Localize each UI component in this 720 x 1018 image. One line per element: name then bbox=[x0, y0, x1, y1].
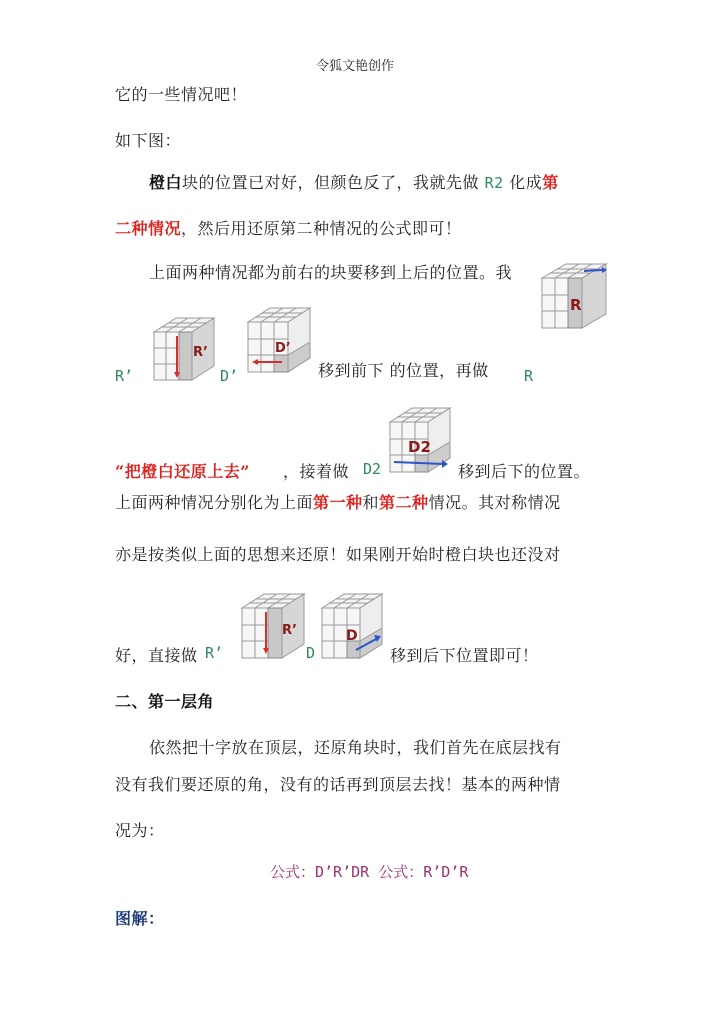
cube-label: D’ bbox=[275, 341, 291, 356]
cube-diagram-d bbox=[316, 588, 388, 664]
text-segment: 和 bbox=[362, 493, 380, 512]
paragraph-2: 如下图： bbox=[115, 131, 182, 150]
move-code: R2 bbox=[484, 174, 504, 192]
formula-line: 公式：D’R’DR 公式：R’D’R bbox=[270, 863, 469, 881]
section-heading: 二、第一层角 bbox=[115, 692, 215, 711]
paragraph-3 bbox=[149, 170, 559, 193]
cube-label: R’ bbox=[193, 345, 208, 360]
highlight-red: 第一种 bbox=[313, 493, 363, 512]
cube-diagram-d2 bbox=[384, 402, 456, 478]
text-segment: 移到后下的位置。 bbox=[458, 462, 591, 481]
highlight-red: 第二种 bbox=[379, 493, 429, 512]
paragraph-8 bbox=[115, 490, 561, 513]
diagram-heading: 图解： bbox=[115, 909, 165, 928]
move-code: D’ bbox=[220, 367, 239, 385]
move-code: D2 bbox=[363, 460, 382, 478]
paragraph-13: 况为： bbox=[115, 821, 165, 840]
text-segment: 化成 bbox=[509, 173, 543, 192]
text-segment: 移到后下位置即可！ bbox=[390, 646, 539, 665]
highlight-red: 第 bbox=[542, 173, 559, 192]
text-segment: ，然后用还原第二种情况的公式即可！ bbox=[181, 219, 462, 238]
highlight-orange-white: 橙白 bbox=[149, 173, 183, 192]
paragraph-11: 依然把十字放在顶层，还原角块时，我们首先在底层找有 bbox=[149, 738, 562, 757]
paragraph-1: 它的一些情况吧！ bbox=[115, 85, 248, 104]
paragraph-7 bbox=[115, 459, 250, 482]
cube-label: R bbox=[570, 296, 582, 314]
text-segment: 情况。其对称情况 bbox=[428, 493, 561, 512]
move-code: D bbox=[306, 644, 316, 662]
text-segment: 块的位置已对好，但颜色反了，我就先做 bbox=[182, 173, 480, 192]
cube-diagram-dprime bbox=[242, 302, 316, 378]
text-segment: ，接着做 bbox=[283, 462, 350, 481]
text-segment: 上面两种情况分别化为上面 bbox=[115, 493, 314, 512]
cube-diagram-r bbox=[536, 258, 612, 334]
paragraph-5: 上面两种情况都为前右的块要移到上后的位置。我 bbox=[149, 263, 513, 282]
text-segment: 好，直接做 bbox=[115, 646, 198, 665]
cube-label: D bbox=[346, 628, 358, 644]
paragraph-4 bbox=[115, 216, 462, 239]
move-code: R’ bbox=[115, 367, 134, 385]
paragraph-12: 没有我们要还原的角，没有的话再到顶层去找！基本的两种情 bbox=[115, 775, 561, 794]
cube-label: R’ bbox=[282, 623, 297, 638]
text-segment: 移到前下 的位置，再做 bbox=[318, 361, 489, 380]
cube-diagram-rprime-2 bbox=[236, 588, 310, 664]
highlight-red-quote: “把橙白还原上去” bbox=[115, 462, 250, 481]
page-header: 令狐文艳创作 bbox=[316, 59, 395, 74]
paragraph-9: 亦是按类似上面的思想来还原！如果刚开始时橙白块也还没对 bbox=[115, 545, 561, 564]
cube-label: D2 bbox=[408, 438, 431, 456]
move-code: R bbox=[524, 367, 534, 385]
move-code: R’ bbox=[205, 644, 224, 662]
cube-diagram-rprime bbox=[148, 314, 220, 386]
highlight-red: 二种情况 bbox=[115, 219, 182, 238]
